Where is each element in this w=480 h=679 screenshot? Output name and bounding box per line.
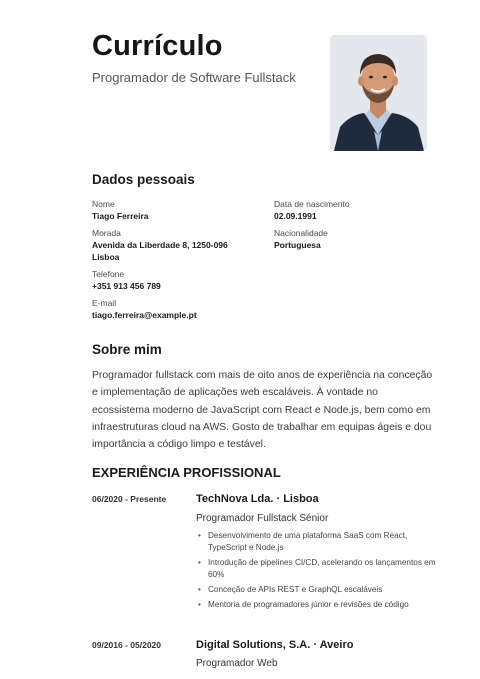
job-role: Programador Web bbox=[196, 658, 278, 669]
page-subtitle: Programador de Software Fullstack bbox=[92, 70, 296, 85]
name-label: Nome bbox=[92, 199, 115, 209]
birth-date-value: 02.09.1991 bbox=[274, 211, 317, 221]
profile-photo-illustration bbox=[330, 35, 427, 151]
phone-label: Telefone bbox=[92, 269, 125, 279]
phone-value: +351 913 456 789 bbox=[92, 281, 161, 291]
about-text: Programador fullstack com mais de oito anos de experiência na conceção e implementação de aplicações web escaláveis. À vontade no ecossistema moderno de JavaScript com React e Node.js, bem como em infraestruturas cloud na AWS. Gosto de trabalhar em equipas ágeis e dou importância a código limpo e testável. bbox=[92, 370, 433, 451]
personal-section-title: Dados pessoais bbox=[92, 172, 195, 187]
job-responsibilities-list bbox=[196, 530, 436, 614]
address-line-2: Lisboa bbox=[92, 252, 120, 262]
page-title: Currículo bbox=[92, 30, 223, 62]
email-label: E-mail bbox=[92, 298, 117, 308]
birth-date-label: Data de nascimento bbox=[274, 199, 350, 209]
job-dates: 09/2016 - 05/2020 bbox=[92, 640, 162, 650]
about-section-title: Sobre mim bbox=[92, 342, 162, 357]
address-line-1: Avenida da Liberdade 8, 1250-096 bbox=[92, 240, 228, 250]
list-item: • Conceção de APIs REST e GraphQL escaláveis bbox=[196, 584, 436, 596]
profile-photo bbox=[330, 35, 427, 151]
job-role: Programador Fullstack Sénior bbox=[196, 513, 329, 524]
job-company: TechNova Lda. · Lisboa bbox=[196, 493, 319, 505]
list-item: • Desenvolvimento de uma plataforma SaaS com React, TypeScript e Node.js bbox=[196, 530, 436, 554]
list-item: • Mentoria de programadores júnior e revisões de código bbox=[196, 599, 436, 611]
list-item: • Introdução de pipelines CI/CD, acelerando os lançamentos em 60% bbox=[196, 557, 436, 581]
name-value: Tiago Ferreira bbox=[92, 211, 149, 221]
email-value: tiago.ferreira@example.pt bbox=[92, 310, 197, 320]
job-company: Digital Solutions, S.A. · Aveiro bbox=[196, 639, 354, 651]
address-label: Morada bbox=[92, 228, 121, 238]
nationality-label: Nacionalidade bbox=[274, 228, 328, 238]
nationality-value: Portuguesa bbox=[274, 240, 321, 250]
experience-section-title: EXPERIÊNCIA PROFISSIONAL bbox=[92, 465, 281, 480]
job-dates: 06/2020 - Presente bbox=[92, 494, 167, 504]
